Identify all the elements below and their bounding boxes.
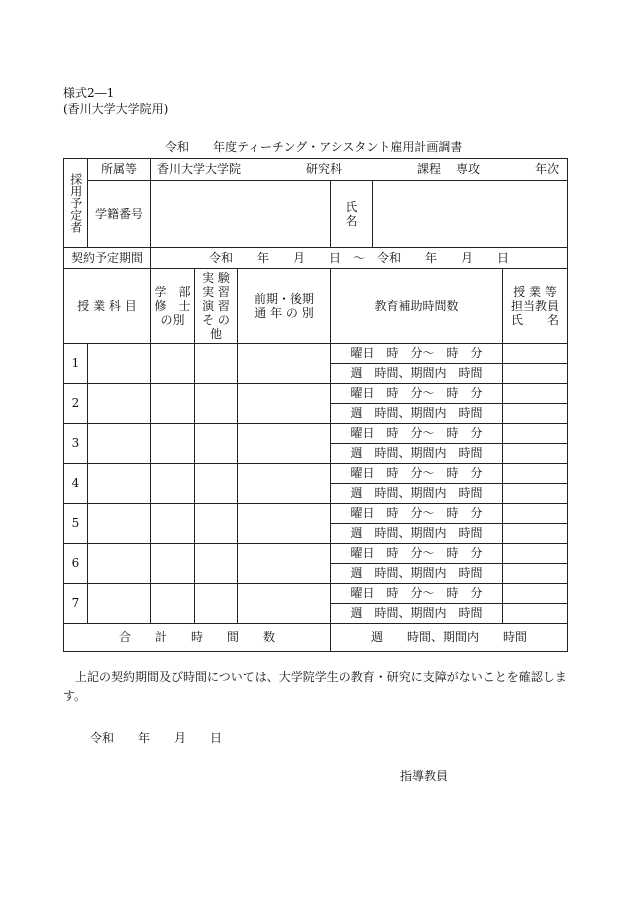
- row-subject[interactable]: [88, 504, 151, 544]
- header-term: [238, 269, 331, 344]
- row-type[interactable]: [195, 504, 238, 544]
- row-level[interactable]: [151, 344, 195, 384]
- confirmation-text: 上記の契約期間及び時間については、大学院学生の教育・研究に支障がないことを確認します。: [63, 670, 567, 703]
- course-label: 課程: [417, 162, 442, 177]
- row-number: 1: [64, 344, 88, 384]
- row-teacher[interactable]: [503, 584, 568, 604]
- row-teacher[interactable]: [503, 544, 568, 564]
- row-type[interactable]: [195, 384, 238, 424]
- row-teacher[interactable]: [503, 384, 568, 404]
- row-number: 3: [64, 424, 88, 464]
- row-schedule[interactable]: 曜日 時 分～ 時 分: [331, 384, 503, 404]
- row-level[interactable]: [151, 464, 195, 504]
- row-number: 7: [64, 584, 88, 624]
- header-teacher-line: 氏 名: [511, 313, 560, 327]
- total-label: 合 計 時 間 数: [64, 624, 331, 652]
- row-level[interactable]: [151, 544, 195, 584]
- row-number: 4: [64, 464, 88, 504]
- row-schedule[interactable]: 曜日 時 分～ 時 分: [331, 504, 503, 524]
- student-id-field[interactable]: [151, 181, 331, 248]
- header-type: [195, 269, 238, 344]
- row-number: 2: [64, 384, 88, 424]
- header-type-line: 演 習: [202, 299, 230, 313]
- row-teacher-extra[interactable]: [503, 564, 568, 584]
- ta-plan-table: [63, 158, 568, 652]
- row-term[interactable]: [238, 424, 331, 464]
- header-hours: 教育補助時間数: [331, 269, 503, 344]
- row-hours[interactable]: 週 時間、期間内 時間: [331, 564, 503, 584]
- row-type[interactable]: [195, 344, 238, 384]
- header-teacher: [503, 269, 568, 344]
- side-label: 採用予定者: [68, 173, 83, 233]
- row-teacher-extra[interactable]: [503, 444, 568, 464]
- row-level[interactable]: [151, 424, 195, 464]
- row-subject[interactable]: [88, 384, 151, 424]
- row-subject[interactable]: [88, 544, 151, 584]
- side-label-cell: [64, 159, 88, 248]
- row-term[interactable]: [238, 464, 331, 504]
- header-level-line: の別: [160, 313, 185, 327]
- contract-period[interactable]: 令和 年 月 日 ～ 令和 年 月 日: [151, 248, 568, 269]
- row-term[interactable]: [238, 344, 331, 384]
- header-type-line: そ の: [202, 313, 230, 327]
- row-hours[interactable]: 週 時間、期間内 時間: [331, 444, 503, 464]
- row-teacher[interactable]: [503, 464, 568, 484]
- row-level[interactable]: [151, 384, 195, 424]
- row-hours[interactable]: 週 時間、期間内 時間: [331, 484, 503, 504]
- header-teacher-line: 担当教員: [511, 299, 560, 313]
- document-title: 令和 年度ティーチング・アシスタント雇用計画調書: [165, 140, 463, 154]
- contract-label: 契約予定期間: [64, 248, 151, 269]
- row-hours[interactable]: 週 時間、期間内 時間: [331, 604, 503, 624]
- row-schedule[interactable]: 曜日 時 分～ 時 分: [331, 344, 503, 364]
- advisor-label: 指導教員: [400, 769, 449, 783]
- row-number: 5: [64, 504, 88, 544]
- row-teacher[interactable]: [503, 344, 568, 364]
- row-type[interactable]: [195, 584, 238, 624]
- major-label: 専攻: [456, 162, 481, 177]
- row-hours[interactable]: 週 時間、期間内 時間: [331, 404, 503, 424]
- student-id-label: 学籍番号: [88, 181, 151, 248]
- form-subtitle: (香川大学大学院用): [63, 102, 169, 116]
- row-type[interactable]: [195, 544, 238, 584]
- header-term-line: 前期・後期: [253, 292, 314, 306]
- row-term[interactable]: [238, 504, 331, 544]
- affiliation-value[interactable]: [151, 159, 568, 181]
- row-teacher-extra[interactable]: [503, 604, 568, 624]
- header-level-line: 学 部: [154, 285, 191, 299]
- row-subject[interactable]: [88, 424, 151, 464]
- header-level: [151, 269, 195, 344]
- header-type-line: 実 験: [202, 271, 230, 285]
- row-schedule[interactable]: 曜日 時 分～ 時 分: [331, 424, 503, 444]
- header-teacher-line: 授 業 等: [513, 285, 557, 299]
- name-label: 氏 名: [331, 181, 373, 248]
- form-label: 様式2―1: [63, 86, 115, 100]
- row-schedule[interactable]: 曜日 時 分～ 時 分: [331, 544, 503, 564]
- signature-date[interactable]: 令和 年 月 日: [90, 731, 223, 745]
- row-teacher-extra[interactable]: [503, 404, 568, 424]
- row-subject[interactable]: [88, 464, 151, 504]
- row-hours[interactable]: 週 時間、期間内 時間: [331, 524, 503, 544]
- row-subject[interactable]: [88, 584, 151, 624]
- row-term[interactable]: [238, 584, 331, 624]
- row-teacher[interactable]: [503, 504, 568, 524]
- graduate-school-label: 研究科: [306, 162, 343, 177]
- header-term-line: 通 年 の 別: [254, 306, 314, 320]
- year-label: 年次: [535, 162, 560, 177]
- total-value[interactable]: 週 時間、期間内 時間: [331, 624, 568, 652]
- row-term[interactable]: [238, 384, 331, 424]
- row-teacher-extra[interactable]: [503, 524, 568, 544]
- header-type-line: 実 習: [202, 285, 230, 299]
- row-hours[interactable]: 週 時間、期間内 時間: [331, 364, 503, 384]
- row-level[interactable]: [151, 584, 195, 624]
- header-type-line: 他: [209, 327, 222, 341]
- row-schedule[interactable]: 曜日 時 分～ 時 分: [331, 584, 503, 604]
- header-level-line: 修 士: [154, 299, 191, 313]
- university-name: 香川大学大学院: [157, 162, 242, 177]
- affiliation-label: 所属等: [88, 159, 151, 181]
- row-term[interactable]: [238, 544, 331, 584]
- row-subject[interactable]: [88, 344, 151, 384]
- row-level[interactable]: [151, 504, 195, 544]
- row-schedule[interactable]: 曜日 時 分～ 時 分: [331, 464, 503, 484]
- row-teacher-extra[interactable]: [503, 484, 568, 504]
- row-type[interactable]: [195, 464, 238, 504]
- row-teacher[interactable]: [503, 424, 568, 444]
- name-field[interactable]: [373, 181, 568, 248]
- header-subject: 授 業 科 目: [64, 269, 151, 344]
- row-teacher-extra[interactable]: [503, 364, 568, 384]
- row-type[interactable]: [195, 424, 238, 464]
- row-number: 6: [64, 544, 88, 584]
